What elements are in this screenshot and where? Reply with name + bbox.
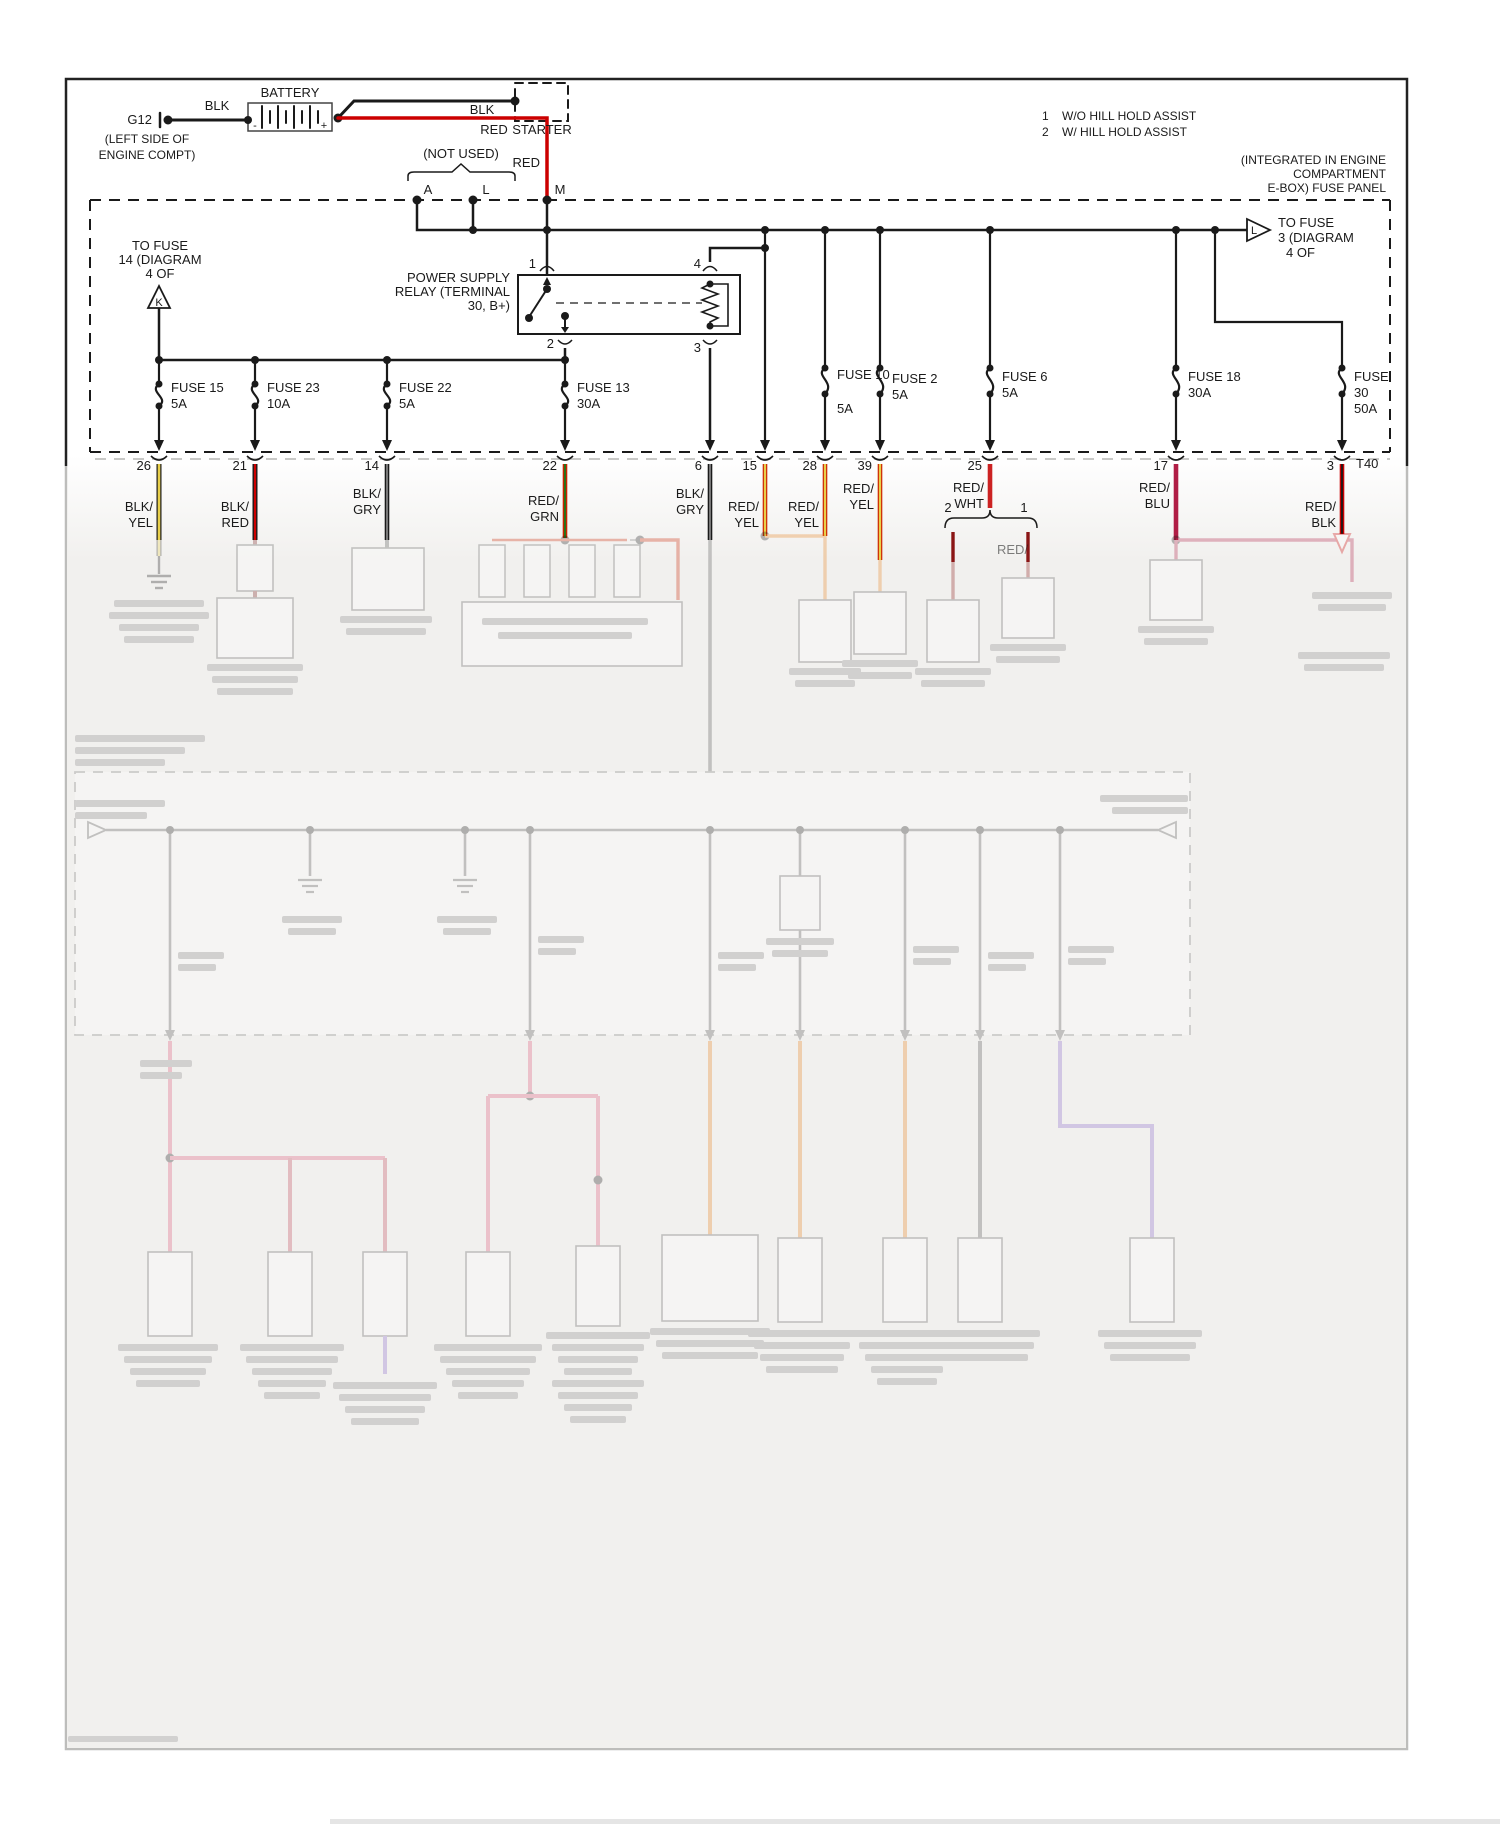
terminal-num: 17	[1153, 458, 1168, 473]
to-fuse14-line: 4 OF	[145, 266, 175, 281]
to-fuse14-line: 14 (DIAGRAM	[118, 252, 202, 267]
wire-color: GRY	[676, 502, 704, 517]
fuse-amp: 50A	[1354, 401, 1378, 416]
relay-terminal-num: 4	[693, 256, 701, 271]
note-text: W/ HILL HOLD ASSIST	[1062, 125, 1187, 139]
fuse-amp: 10A	[267, 396, 291, 411]
to-fuse3-line: 3 (DIAGRAM	[1278, 230, 1354, 245]
wire-color: RED	[221, 515, 249, 530]
relay-terminal-num: 3	[693, 340, 701, 355]
fuse-labels	[171, 367, 1389, 416]
arrow-letter: L	[1250, 225, 1258, 237]
arrow-letter: K	[155, 297, 163, 309]
starter-box	[515, 83, 568, 121]
wire-color: RED/	[842, 481, 874, 496]
terminal-num: 28	[802, 458, 817, 473]
fuses	[156, 230, 1346, 440]
terminal-num: 14	[364, 458, 379, 473]
wire-color: BLK/	[220, 499, 249, 514]
relay-terminal-num: 1	[528, 256, 536, 271]
fuse-name: FUSE	[1354, 369, 1389, 384]
wire-color: YEL	[849, 497, 874, 512]
starter-label: STARTER	[512, 122, 572, 137]
g12-location: ENGINE COMPT)	[98, 148, 196, 162]
fuse-name: 30	[1354, 385, 1369, 400]
ghost-panel-box	[75, 772, 1190, 1035]
fuse-amp: 30A	[577, 396, 601, 411]
battery-label: BATTERY	[260, 85, 320, 100]
g12-location: (LEFT SIDE OF	[104, 132, 190, 146]
battery-plus: +	[320, 120, 328, 132]
wire-color: BLK/	[124, 499, 153, 514]
fuse-name: FUSE 2	[892, 371, 938, 386]
wire-color: RED/	[1138, 480, 1170, 495]
fuse-amp: 30A	[1188, 385, 1212, 400]
fuse-panel-title	[1241, 153, 1387, 195]
wire-color: WHT	[954, 496, 984, 511]
wire-color: RED/	[787, 499, 819, 514]
fuse-name: FUSE 13	[577, 380, 630, 395]
terminal-num: 26	[136, 458, 151, 473]
terminal-a-label: A	[423, 182, 433, 197]
wire-color: BLK	[1311, 515, 1336, 530]
fuse-name: FUSE 22	[399, 380, 452, 395]
fuse-amp: 5A	[837, 401, 853, 416]
wire-color: GRN	[530, 509, 559, 524]
terminal-num: 3	[1326, 458, 1334, 473]
fuse-panel-title-line: COMPARTMENT	[1293, 167, 1386, 181]
to-fuse-3	[1247, 215, 1354, 260]
wire-label-blk: BLK	[469, 102, 495, 117]
wire-color: BLK/	[352, 486, 381, 501]
battery-minus: -	[253, 120, 257, 132]
not-used-label: (NOT USED)	[423, 146, 499, 161]
not-used-brace	[408, 164, 515, 181]
to-fuse3-line: 4 OF	[1286, 245, 1315, 260]
wire-color: YEL	[128, 515, 153, 530]
terminal-arrowheads	[154, 440, 1347, 451]
alm-terminals	[408, 146, 565, 205]
wire-label-blk: BLK	[204, 98, 230, 113]
faded-zone-bg	[67, 560, 1406, 1748]
top-labels	[99, 85, 572, 170]
terminal-num: 15	[742, 458, 757, 473]
bottom-strip	[330, 1819, 1500, 1824]
terminal-m-label: M	[554, 182, 566, 197]
fuse-name: FUSE 18	[1188, 369, 1241, 384]
fuse-amp: 5A	[892, 387, 908, 402]
top-bus	[417, 200, 1247, 268]
note-num: 1	[1042, 109, 1049, 123]
terminal-l-label: L	[482, 182, 490, 197]
relay-label-line: 30, B+)	[467, 298, 510, 313]
wire-label-red: RED	[480, 122, 508, 137]
terminal-num: 21	[232, 458, 247, 473]
wire-color: YEL	[734, 515, 759, 530]
branch-num: 2	[944, 500, 952, 515]
branch-num: 1	[1020, 500, 1028, 515]
fuse-name: FUSE 6	[1002, 369, 1048, 384]
wire-color: RED/	[1304, 499, 1336, 514]
fuse-name: FUSE 23	[267, 380, 320, 395]
terminal-num: 22	[542, 458, 557, 473]
wire-color: BLU	[1144, 496, 1170, 511]
relay-terminal-num: 2	[546, 336, 554, 351]
wire-color: YEL	[794, 515, 819, 530]
wire-color: RED/	[527, 493, 559, 508]
wire-color: BLK/	[675, 486, 704, 501]
g12-label: G12	[127, 112, 152, 127]
fuse-name: FUSE 15	[171, 380, 224, 395]
terminal-num: 6	[694, 458, 702, 473]
fuse-amp: 5A	[399, 396, 415, 411]
notes	[1042, 109, 1197, 139]
fuse-panel-title-line: (INTEGRATED IN ENGINE	[1240, 153, 1386, 167]
fuse-amp: 5A	[171, 396, 187, 411]
battery-box	[248, 103, 332, 131]
to-fuse-14	[118, 238, 201, 360]
terminal-t40-label: T40	[1356, 456, 1379, 471]
to-fuse14-line: TO FUSE	[131, 238, 189, 253]
wire-color: RED/	[952, 480, 984, 495]
fuse-bus	[155, 356, 569, 364]
terminal-num: 25	[967, 458, 982, 473]
to-fuse3-line: TO FUSE	[1278, 215, 1335, 230]
branch-color-partial: RED/	[997, 542, 1029, 557]
wire-label-red: RED	[512, 155, 540, 170]
wire-color: GRY	[353, 502, 381, 517]
fuse-panel-title-line: E-BOX) FUSE PANEL	[1267, 181, 1386, 195]
fuse-name: FUSE 10	[837, 367, 890, 382]
terminal-num: 39	[857, 458, 872, 473]
note-num: 2	[1042, 125, 1049, 139]
relay-label-line: POWER SUPPLY	[406, 270, 510, 285]
fuse-amp: 5A	[1002, 385, 1018, 400]
note-text: W/O HILL HOLD ASSIST	[1062, 109, 1197, 123]
wire-color: RED/	[727, 499, 759, 514]
relay-label-line: RELAY (TERMINAL	[394, 284, 510, 299]
